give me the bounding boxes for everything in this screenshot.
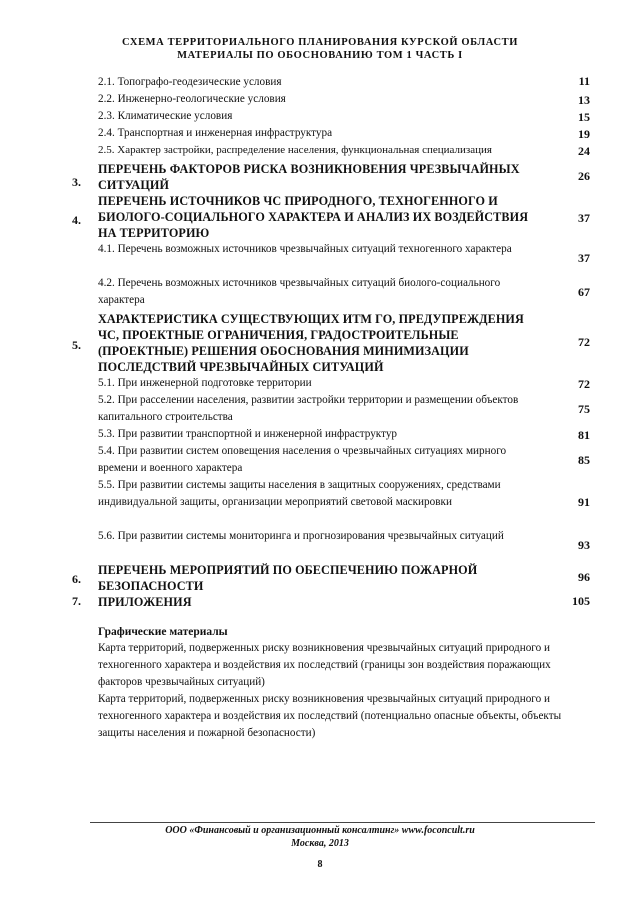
toc-entry [70, 443, 590, 477]
toc-entry-page: 26 [578, 169, 590, 183]
toc-entry-title: ПЕРЕЧЕНЬ ИСТОЧНИКОВ ЧС ПРИРОДНОГО, ТЕХНОГЕННОГО И БИОЛОГО-СОЦИАЛЬНОГО ХАРАКТЕРА И АНАЛИЗ ИХ ВОЗДЕЙСТВИЯ НА ТЕРРИТОРИЮ [98, 194, 529, 240]
footer-city: Москва, 2013 [291, 838, 349, 849]
toc-entry [70, 74, 590, 91]
header-title-line1: СХЕМА ТЕРРИТОРИАЛЬНОГО ПЛАНИРОВАНИЯ КУРСКОЙ ОБЛАСТИ [121, 37, 519, 48]
header-title-line2: МАТЕРИАЛЫ ПО ОБОСНОВАНИЮ ТОМ 1 ЧАСТЬ I [177, 50, 463, 61]
toc-entry-title: 5.3. При развитии транспортной и инженерной инфраструктур [98, 428, 398, 440]
toc-entry-title: 2.5. Характер застройки, распределение населения, функциональная специализация [98, 144, 492, 156]
toc-entry [70, 193, 590, 241]
toc-entry-title: 2.2. Инженерно-геологические условия [98, 93, 286, 105]
toc-entry-number: 4. [72, 213, 81, 227]
toc-entry-number: 7. [72, 594, 81, 608]
toc-entry-page: 93 [578, 538, 590, 552]
toc-entry-page: 85 [578, 453, 590, 467]
toc-entry [70, 375, 590, 392]
toc-entry-title: 5.6. При развитии системы мониторинга и прогнозирования чрезвычайных ситуаций [98, 530, 504, 542]
toc-entry-title: 4.1. Перечень возможных источников чрезвычайных ситуаций техногенного характера [98, 243, 512, 255]
toc-entry-page: 19 [578, 127, 590, 141]
toc-entry [70, 125, 590, 142]
toc-entry-title: 2.4. Транспортная и инженерная инфраструктура [98, 127, 333, 139]
toc-entry-title: 4.2. Перечень возможных источников чрезвычайных ситуаций биолого-социального характера [98, 277, 501, 306]
toc-entry [70, 594, 590, 611]
toc-entry-page: 67 [578, 285, 590, 299]
toc-entry-title: 5.4. При развитии систем оповещения населения о чрезвычайных ситуациях мирного времени и военного характера [98, 445, 507, 474]
footer-company: ООО «Финансовый и организационный консалтинг» www.foconcult.ru [165, 825, 475, 836]
toc-entry-page: 11 [578, 74, 590, 88]
toc-entry-page: 96 [578, 570, 590, 584]
toc-entry-title: 5.5. При развитии системы защиты населения в защитных сооружениях, средствами индивидуальной защиты, организации мероприятий световой маскировки [98, 479, 501, 508]
toc-entry-number: 6. [72, 572, 81, 586]
toc-entry-page: 72 [578, 335, 590, 349]
toc-entry [70, 142, 590, 159]
toc-entry [70, 241, 590, 275]
table-of-contents [70, 74, 590, 611]
toc-entry [70, 562, 590, 594]
graphics-materials-title: Графические материалы [98, 626, 228, 638]
toc-entry [70, 426, 590, 443]
toc-entry-page: 13 [578, 93, 590, 107]
toc-entry-title: 2.1. Топографо-геодезические условия [98, 76, 282, 88]
toc-entry [70, 392, 590, 426]
graphics-item: Карта территорий, подверженных риску возникновения чрезвычайных ситуаций природного и техногенного характера и воздействия их последствий (потенциально опасные объекты, объекты защиты населения и пожарной безопасности) [98, 693, 562, 739]
toc-entry-title: ПЕРЕЧЕНЬ ФАКТОРОВ РИСКА ВОЗНИКНОВЕНИЯ ЧРЕЗВЫЧАЙНЫХ СИТУАЦИЙ [98, 162, 520, 192]
toc-entry [70, 91, 590, 108]
document-header [0, 36, 640, 62]
page-number: 8 [317, 859, 323, 870]
document-footer [0, 824, 640, 871]
toc-entry-title: 5.1. При инженерной подготовке территории [98, 377, 312, 389]
toc-entry-title: ХАРАКТЕРИСТИКА СУЩЕСТВУЮЩИХ ИТМ ГО, ПРЕДУПРЕЖДЕНИЯ ЧС, ПРОЕКТНЫЕ ОГРАНИЧЕНИЯ, ГРАДОСТРОИТЕЛЬНЫЕ (ПРОЕКТНЫЕ) РЕШЕНИЯ ОБОСНОВАНИЯ МИНИМИЗАЦИИ ПОСЛЕДСТВИЙ ЧРЕЗВЫЧАЙНЫХ СИТУАЦИЙ [98, 312, 524, 374]
toc-entry-number: 3. [72, 175, 81, 189]
toc-entry-page: 15 [578, 110, 590, 124]
toc-entry-title: ПЕРЕЧЕНЬ МЕРОПРИЯТИЙ ПО ОБЕСПЕЧЕНИЮ ПОЖАРНОЙ БЕЗОПАСНОСТИ [98, 563, 478, 593]
toc-entry-page: 75 [578, 402, 590, 416]
toc-entry-page: 81 [578, 428, 590, 442]
toc-entry-page: 24 [578, 144, 590, 158]
graphics-materials-section [98, 624, 588, 742]
toc-entry-number: 5. [72, 338, 81, 352]
toc-entry [70, 108, 590, 125]
toc-entry-title: ПРИЛОЖЕНИЯ [98, 595, 192, 609]
toc-entry-page: 105 [572, 594, 590, 608]
toc-entry-page: 37 [578, 251, 590, 265]
toc-entry [70, 477, 590, 528]
toc-entry-page: 72 [578, 377, 590, 391]
toc-entry-page: 37 [578, 211, 590, 225]
toc-entry-title: 5.2. При расселении населения, развитии застройки территории и размещении объектов капитального строительства [98, 394, 519, 423]
toc-entry [70, 528, 590, 562]
toc-entry [70, 311, 590, 375]
toc-entry [70, 161, 590, 193]
toc-entry-page: 91 [578, 495, 590, 509]
footer-divider [90, 822, 595, 823]
toc-entry [70, 275, 590, 309]
graphics-item: Карта территорий, подверженных риску возникновения чрезвычайных ситуаций природного и техногенного характера и воздействия их последствий (границы зон воздействия поражающих факторов чрезвычайных ситуаций) [98, 642, 551, 688]
toc-entry-title: 2.3. Климатические условия [98, 110, 233, 122]
